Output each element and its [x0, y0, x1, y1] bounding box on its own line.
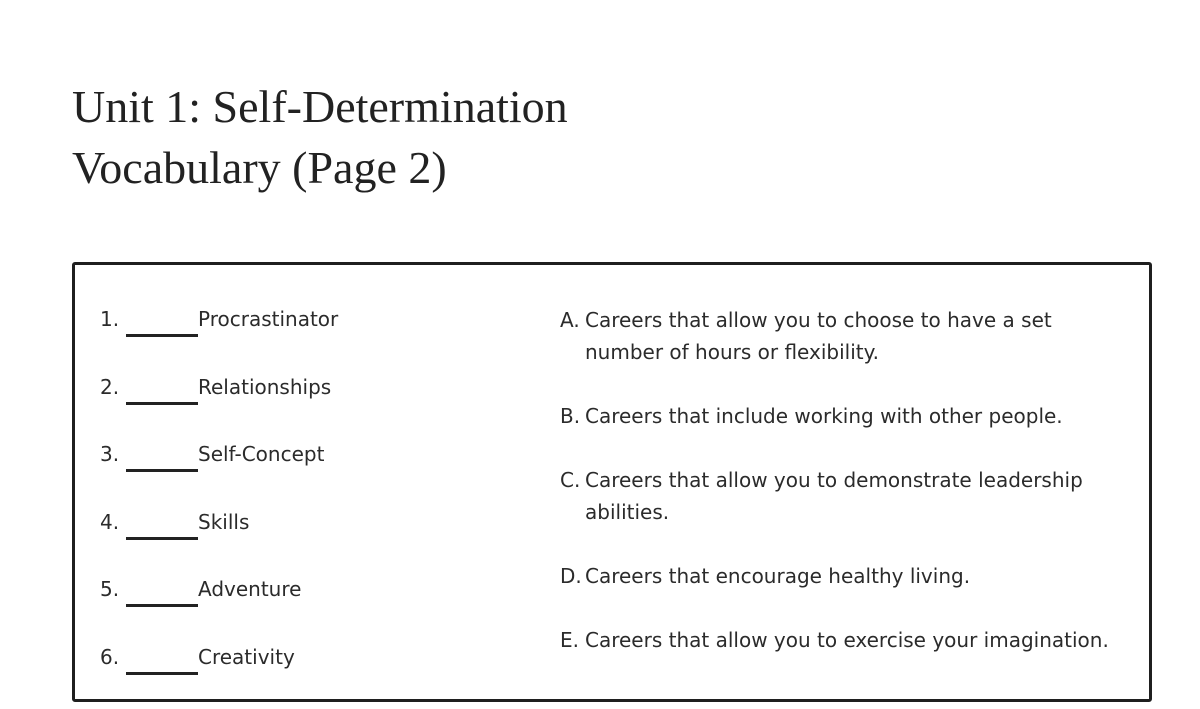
term-label: Creativity — [198, 642, 295, 672]
definition-letter: C. — [560, 464, 585, 496]
term-number: 5. — [100, 574, 126, 604]
definition-text: Careers that encourage healthy living. — [585, 560, 1135, 592]
definition-text: Careers that allow you to demonstrate leadership abilities. — [585, 464, 1135, 528]
definition-item — [560, 560, 1135, 592]
definition-letter: A. — [560, 304, 585, 336]
definition-text: Careers that allow you to choose to have a set number of hours or flexibility. — [585, 304, 1135, 368]
definition-item — [560, 624, 1135, 656]
term-list — [100, 304, 338, 709]
answer-blank[interactable] — [126, 510, 198, 540]
definition-letter: E. — [560, 624, 585, 656]
term-label: Self-Concept — [198, 439, 324, 469]
term-number: 2. — [100, 372, 126, 402]
title-line-1: Unit 1: Self-Determination — [72, 76, 568, 137]
definition-text: Careers that include working with other people. — [585, 400, 1135, 432]
vocabulary-matching-box — [72, 262, 1152, 702]
term-number: 1. — [100, 304, 126, 334]
term-number: 4. — [100, 507, 126, 537]
page-title — [72, 76, 568, 198]
term-label: Procrastinator — [198, 304, 338, 334]
term-label: Skills — [198, 507, 249, 537]
term-item — [100, 642, 338, 709]
title-line-2: Vocabulary (Page 2) — [72, 137, 568, 198]
definition-letter: B. — [560, 400, 585, 432]
term-item — [100, 304, 338, 372]
term-item — [100, 372, 338, 440]
definition-list — [560, 304, 1135, 688]
answer-blank[interactable] — [126, 307, 198, 337]
term-label: Adventure — [198, 574, 301, 604]
definition-text: Careers that allow you to exercise your imagination. — [585, 624, 1135, 656]
term-number: 3. — [100, 439, 126, 469]
answer-blank[interactable] — [126, 645, 198, 675]
answer-blank[interactable] — [126, 577, 198, 607]
definition-item — [560, 400, 1135, 432]
term-item — [100, 507, 338, 575]
definition-letter: D. — [560, 560, 585, 592]
term-number: 6. — [100, 642, 126, 672]
answer-blank[interactable] — [126, 442, 198, 472]
answer-blank[interactable] — [126, 375, 198, 405]
term-item — [100, 574, 338, 642]
definition-item — [560, 304, 1135, 368]
term-item — [100, 439, 338, 507]
term-label: Relationships — [198, 372, 331, 402]
definition-item — [560, 464, 1135, 528]
